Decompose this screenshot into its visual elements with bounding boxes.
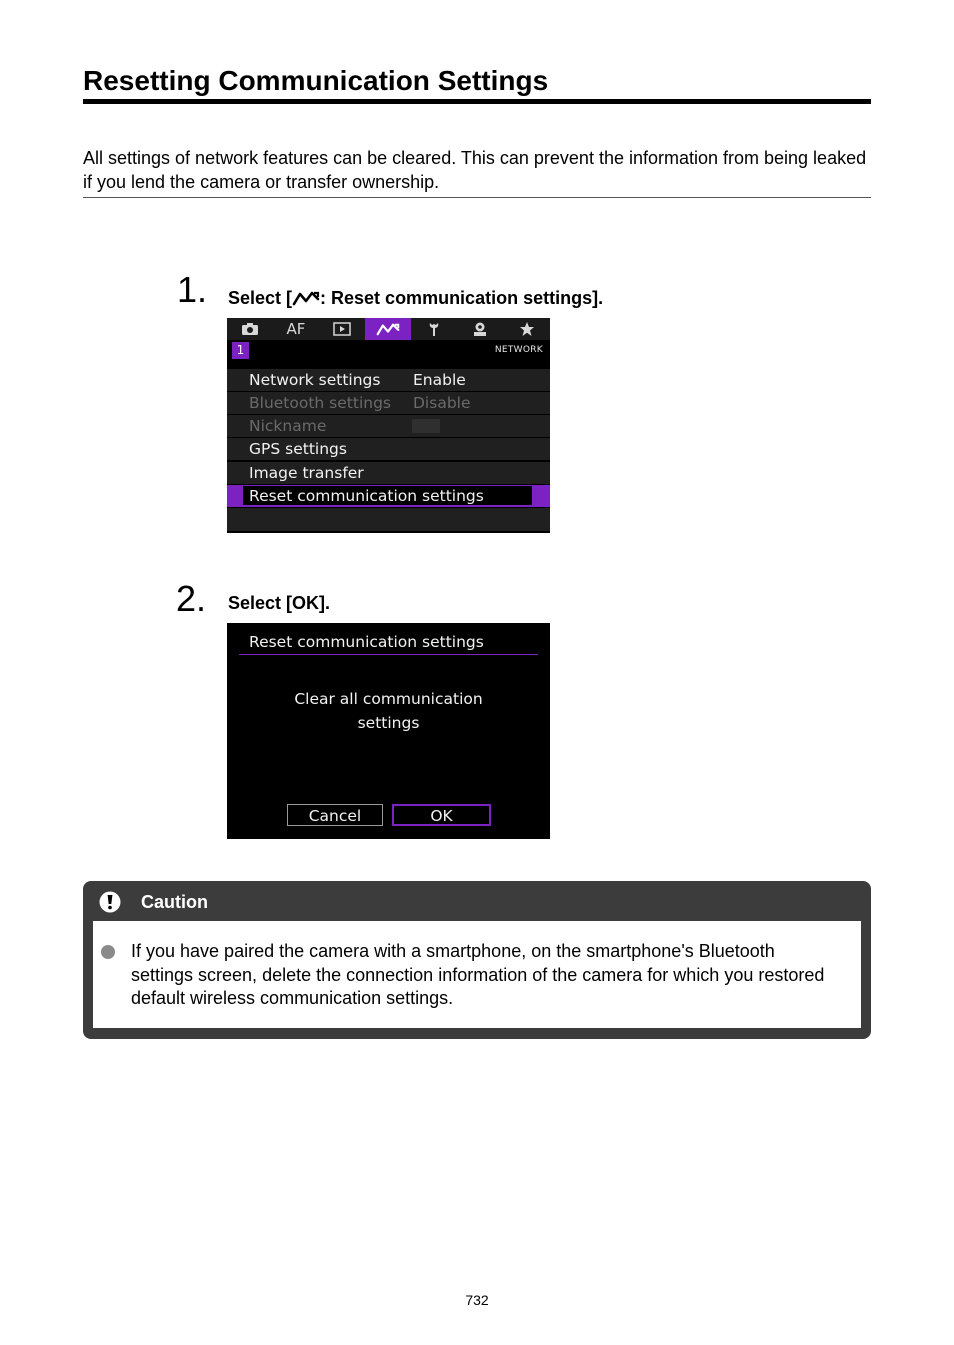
title-divider [83, 99, 871, 104]
dialog-message-line-1: Clear all communication [294, 690, 483, 708]
step-1-suffix: : Reset communication settings]. [320, 288, 604, 308]
star-icon [519, 321, 535, 337]
menu-item-value: Disable [413, 394, 471, 412]
tab-playback[interactable] [319, 318, 365, 340]
dialog-message-line-2: settings [357, 714, 420, 732]
menu-page-number: 1 [232, 342, 249, 359]
tab-network[interactable] [365, 318, 411, 340]
camera-icon [241, 322, 259, 336]
page-number: 732 [465, 1292, 489, 1308]
tab-custom-functions[interactable] [457, 318, 503, 340]
step-1-prefix: Select [ [228, 288, 293, 308]
menu-item-network-settings[interactable] [227, 369, 550, 391]
menu-item-value: Enable [413, 371, 466, 389]
intro-divider [83, 197, 871, 198]
ok-button[interactable]: OK [392, 804, 491, 826]
caution-title: Caution [141, 892, 208, 912]
menu-section-label: NETWORK [494, 345, 543, 355]
reset-confirm-dialog [227, 623, 550, 839]
menu-tab-bar [227, 318, 550, 340]
bullet-icon [101, 945, 115, 959]
caution-text: If you have paired the camera with a smartphone, on the smartphone's Bluetooth settings screen, delete the connection information of the camera for which you restored default wireless communication settings. [131, 941, 825, 1008]
page-title: Resetting Communication Settings [83, 65, 549, 96]
menu-item-bluetooth-settings [227, 392, 550, 414]
caution-body [93, 921, 861, 1028]
step-1-instruction [228, 287, 603, 309]
menu-item-image-transfer[interactable] [227, 462, 550, 484]
tab-my-menu[interactable] [503, 318, 550, 340]
caution-header [83, 881, 871, 921]
step-1-number: 1. [177, 269, 208, 310]
network-icon [292, 290, 320, 306]
network-menu-screen [227, 318, 550, 533]
intro-paragraph: All settings of network features can be cleared. This can prevent the information from being leaked if you lend the camera or transfer ownership. [83, 148, 867, 192]
step-2-number: 2. [176, 578, 207, 619]
dialog-message [227, 687, 550, 735]
tab-af-label: AF [286, 320, 306, 338]
menu-item-label: Reset communication settings [249, 487, 484, 505]
menu-item-reset-communication-settings[interactable] [227, 485, 550, 507]
menu-empty-row [227, 508, 550, 531]
tab-shooting[interactable] [227, 318, 273, 340]
menu-item-gps-settings[interactable] [227, 438, 550, 460]
caution-box [83, 881, 871, 1039]
nickname-value-placeholder [412, 419, 440, 433]
menu-item-nickname [227, 415, 550, 437]
dialog-title: Reset communication settings [249, 633, 484, 651]
step-2-instruction: Select [OK]. [228, 593, 331, 613]
menu-item-label: Image transfer [249, 464, 364, 482]
menu-item-label: Network settings [249, 371, 381, 389]
wrench-icon [427, 321, 441, 337]
tab-setup[interactable] [411, 318, 457, 340]
cancel-button[interactable]: Cancel [287, 804, 383, 826]
menu-item-label: Bluetooth settings [249, 394, 391, 412]
caution-icon [99, 891, 121, 913]
menu-item-label: Nickname [249, 417, 327, 435]
dialog-title-divider [239, 654, 538, 655]
network-icon [376, 322, 400, 336]
tab-af[interactable] [273, 318, 319, 340]
menu-item-label: GPS settings [249, 440, 347, 458]
playback-icon [333, 322, 351, 336]
custom-function-icon [471, 321, 489, 337]
